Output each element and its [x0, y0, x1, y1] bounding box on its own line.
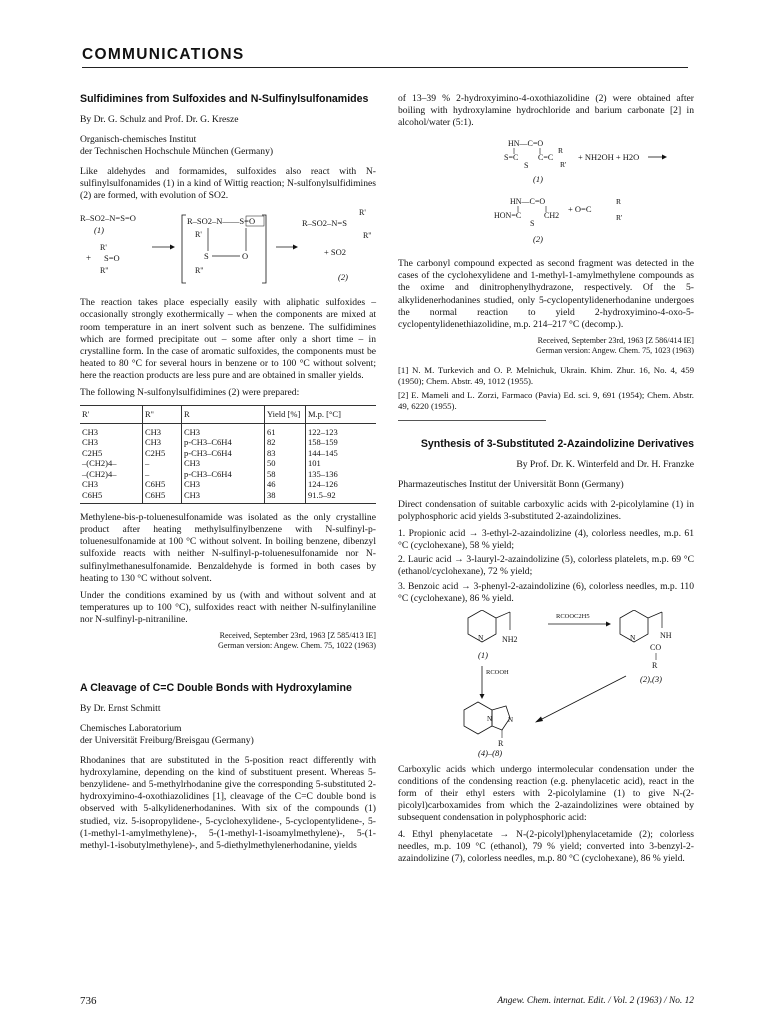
paragraph: The reaction takes place especially easily with aliphatic sulfoxides – occasionally strongly exothermically – when the components are mixed at room temperature in an inert solvent such as benzene. The sulfidimines which are formed precipitate out – some after only a short time – in crystalline form. In the case of aromatic sulfoxides, the components must be heated to 80 °C for several hours in benzene or to 100 °C without solvent; here the reaction products are less pure and are obtained in smaller yields. — [80, 297, 376, 381]
scheme-atom: R' — [616, 213, 623, 223]
table-cell: CH3 — [182, 490, 265, 504]
table-cell: p-CH3–C6H4 — [182, 437, 265, 448]
table-cell: CH3 — [143, 423, 182, 437]
scheme-reactant: R–SO2–N=S=O — [80, 213, 136, 224]
affiliation-line: der Technischen Hochschule München (Germany) — [80, 146, 274, 158]
scheme-atom: N — [508, 715, 514, 724]
scheme-group: NH — [660, 630, 672, 640]
references — [398, 365, 694, 412]
paragraph: Methylene-bis-p-toluenesulfonamide was isolated as the only crystalline product after heating methylsulfinylbenzene with N-sulfinyl-p-toluenesulfonamide at 100 °C without solvent. In boiling benzene, dibenzyl sulfoxide reacts with neither N-sulfinyl-p-toluenesulfonamide nor N-sulfinylmethanesulfonamide. Benzaldehyde is formed in both cases by heating to 130 °C without solvent. — [80, 512, 376, 584]
scheme-group: R — [652, 660, 658, 670]
table-cell: C6H5 — [80, 490, 143, 504]
scheme-atom: S — [204, 251, 209, 262]
table-cell: –(CH2)4– — [82, 458, 117, 469]
scheme-reagents: + NH2OH + H2O — [578, 152, 640, 163]
received-note — [398, 336, 694, 357]
paragraph: Under the conditions examined by us (with and without solvent and at temperatures up to 100 °C), sulfoxides react with neither N-sulfinylaniline nor N-sulfinyl-p-nitraniline. — [80, 589, 376, 625]
bond-line — [648, 612, 662, 618]
scheme-atom: S=C — [504, 153, 519, 163]
arrow-head — [606, 621, 611, 626]
paragraph: Rhodanines that are substituted in the 5-position react differently with hydroxylamine, depending on the kind of substituent present. Whereas 5-benzylidene- and 5-methylrhodanine give the corresponding 5-substituted 2-hydroxyimino-4-oxothiazolidines [1], cleavage of the C=C double bond is observed with 5-alkylidenerhodanines. With six of the compounds (1) studied, viz. 5-isopropylidene-, 5-cyclohexylidene-, 5-cyclopentylidene-, 5-(1-methyl-1-amylmethylene)-, 5-(1-methyl-1-isoamylmethylene)-, 5-(1-methyl-1-isobutylmethylene)-, and 5-diethylmethylenerhodanine, yields — [80, 755, 376, 851]
article-gap — [80, 660, 376, 682]
table-cell: – — [143, 469, 182, 480]
article-title: Sulfidimines from Sulfoxides and N-Sulfinylsulfonamides — [80, 93, 369, 105]
data-table — [80, 405, 376, 504]
table-cell: 135–136 — [306, 469, 377, 480]
scheme-atom: HON=C — [494, 211, 522, 221]
reaction-scheme — [398, 610, 694, 758]
table-cell: 144–145 — [306, 448, 377, 459]
scheme-atom: HN––C=O — [508, 139, 544, 149]
table-cell: 158–159 — [306, 437, 377, 448]
scheme-substituent: R' — [195, 230, 202, 240]
table-header-row — [80, 406, 376, 424]
compound-label: (2) — [338, 272, 348, 283]
paragraph: The carbonyl compound expected as second fragment was detected in the cases of the cyclohexylidene and 1-methyl-1-amylmethylene compounds as the oxime and dinitrophenylhydrazone, respectively. Of the 5-alkylidenerhodanines studied, only 5-cyclopentylidenerhodanine undergoes the normal reaction to yield 2-hydroxyimino-4-oxo-5-cyclopentylidenethiazolidine, m.p. 214–217 °C (decomp.). — [398, 258, 694, 330]
compound-label: (2) — [533, 234, 543, 245]
table-header: Yield [%] — [265, 406, 306, 424]
received-line: Received, September 23rd, 1963 [Z 585/413 IE] — [219, 630, 376, 640]
table-cell: 58 — [265, 469, 306, 480]
scheme-atom: S — [524, 161, 529, 171]
paragraph: 4. Ethyl phenylacetate → N-(2-picolyl)phenylacetamide (2); colorless needles, m.p. 109 °C (ethanol), 79 % yield; converted into 3-benzyl-2-azaindolizine (7), colorless needles, m.p. 80 °C (cyclohexane), 86 % yield. — [398, 829, 694, 865]
table-cell: – — [143, 458, 182, 469]
paragraph: Like aldehydes and formamides, sulfoxides also react with N-sulfinylsulfonamides (1) in a kind of Wittig reaction; N-sulfonylsulfidimines (2) are formed, with evolution of SO2. — [80, 166, 376, 202]
article-authors: By Prof. Dr. K. Winterfeld and Dr. H. Franzke — [516, 458, 694, 470]
scheme-atom: N — [487, 714, 493, 723]
article-authors: By Dr. Ernst Schmitt — [80, 702, 161, 714]
scheme-substituent: R'' — [363, 231, 372, 241]
table-cell: C6H5 — [143, 490, 182, 504]
scheme-group: R — [498, 738, 504, 748]
compound-label: (2),(3) — [640, 673, 662, 684]
arrow-head — [535, 716, 543, 722]
affiliation-line: Chemisches Laboratorium — [80, 723, 182, 735]
scheme-group: CO — [650, 642, 662, 652]
header-rule — [82, 67, 688, 68]
table-cell: –(CH2)4– — [82, 468, 117, 479]
scheme-group: NH2 — [502, 634, 518, 644]
paragraph: Direct condensation of suitable carboxylic acids with 2-picolylamine (1) in polyphosphoric acid yields 3-substituted 2-azaindolizines. — [398, 498, 694, 523]
paragraph: of 13–39 % 2-hydroxyimino-4-oxothiazolidine (2) were obtained after boiling with hydroxylamine hydrochloride and barium carbonate [2] in alcohol/water (5:1). — [398, 93, 694, 129]
arrow-head — [662, 155, 667, 160]
scheme-reagent: RCOOC2H5 — [556, 612, 590, 620]
reference-item: [1] N. M. Turkevich and O. P. Melnichuk, Ukrain. Khim. Zhur. 16, No. 4, 459 (1950); Chem. Abstr. 49, 1012 (1955). — [398, 364, 694, 386]
table-cell: p-CH3–C6H4 — [182, 448, 265, 459]
reaction-scheme — [80, 207, 376, 291]
affiliation-line: der Universität Freiburg/Breisgau (Germany) — [80, 735, 254, 747]
arrow-head — [293, 245, 298, 250]
table-header: R'' — [143, 406, 182, 424]
received-line: Received, September 23rd, 1963 [Z 586/414 IE] — [537, 335, 694, 345]
scheme-atom: CH2 — [544, 211, 560, 221]
affiliation-line: Organisch-chemisches Institut — [80, 134, 197, 146]
scheme-reagents: + O=C — [568, 204, 592, 215]
compound-label: (1) — [533, 174, 543, 185]
table-cell: 46 — [265, 479, 306, 490]
list-item: 3. Benzoic acid → 3-phenyl-2-azaindolizine (6), colorless needles, m.p. 110 °C (cyclohexane), 86 % yield. — [398, 580, 694, 604]
scheme-substituent: R' — [100, 243, 107, 253]
left-column — [80, 93, 376, 857]
table-cell: 83 — [265, 448, 306, 459]
table-cell: C2H5 — [143, 448, 182, 459]
compound-label: (4)–(8) — [478, 747, 503, 758]
article-affiliation — [80, 723, 376, 747]
table-cell: 61 — [265, 423, 306, 437]
scheme-atom: R — [616, 197, 622, 207]
received-note — [80, 631, 376, 652]
section-title: COMMUNICATIONS — [82, 46, 245, 63]
table-row — [80, 458, 376, 469]
scheme-atom: O — [242, 251, 249, 262]
table-cell: CH3 — [182, 423, 265, 437]
scheme-atom: R' — [560, 160, 567, 170]
page-number: 736 — [80, 995, 97, 1007]
table-cell: C2H5 — [82, 447, 103, 458]
table-cell: CH3 — [82, 426, 99, 437]
table-header: M.p. [°C] — [306, 406, 377, 424]
reaction-scheme — [398, 134, 694, 252]
table-cell: 38 — [265, 490, 306, 504]
table-header: R' — [80, 406, 143, 424]
scheme-atom: N — [630, 632, 636, 642]
paragraph: The following N-sulfonylsulfidimines (2) were prepared: — [80, 387, 300, 399]
table-cell: 122–123 — [306, 423, 377, 437]
article-gap — [398, 430, 694, 438]
table-row — [80, 479, 376, 490]
journal-citation: Angew. Chem. internat. Edit. / Vol. 2 (1963) / No. 12 — [497, 996, 694, 1006]
compound-label: (1) — [94, 225, 104, 236]
scheme-atom: C=C — [538, 153, 554, 163]
list-item: 2. Lauric acid → 3-lauryl-2-azaindolizine (5), colorless platelets, m.p. 69 °C (ethanol/cyclohexane), 72 % yield; — [398, 554, 694, 578]
arrow-head — [480, 694, 485, 699]
list-item: 1. Propionic acid → 3-ethyl-2-azaindolizine (4), colorless needles, m.p. 61 °C (cyclohexane), 58 % yield; — [398, 528, 694, 552]
scheme-substituent: R' — [359, 208, 366, 218]
scheme-reagent: RCOOH — [486, 668, 509, 676]
table-row — [80, 437, 376, 448]
table-cell: CH3 — [182, 479, 265, 490]
scheme-plus: + — [86, 253, 92, 264]
scheme-byproduct: + SO2 — [324, 247, 347, 258]
article-affiliation — [80, 134, 376, 158]
table-row — [80, 448, 376, 459]
article-title: Synthesis of 3-Substituted 2-Azaindolizine Derivatives — [420, 437, 694, 450]
table-row — [80, 469, 376, 480]
table-cell: 91.5–92 — [306, 490, 377, 504]
compound-label: (1) — [478, 649, 488, 660]
article-affiliation: Pharmazeutisches Institut der Universität Bonn (Germany) — [398, 478, 624, 490]
table-cell: p-CH3–C6H4 — [182, 469, 265, 480]
numbered-list — [398, 528, 694, 605]
table-row — [80, 490, 376, 504]
scheme-intermediate: R–SO2–N——S=O — [187, 216, 256, 227]
table-cell: CH3 — [82, 437, 99, 448]
scheme-reactant: S=O — [104, 253, 120, 264]
reaction-arrow — [540, 676, 626, 720]
scheme-substituent: R'' — [195, 266, 204, 276]
right-column — [398, 93, 694, 870]
reference-item: [2] E. Mameli and L. Zorzi, Farmaco (Pavia) Ed. sci. 9, 691 (1954); Chem. Abstr. 49, 6220 (1955). — [398, 389, 694, 411]
table-cell: 124–126 — [306, 479, 377, 490]
table-cell: CH3 — [82, 479, 99, 490]
german-version-line: German version: Angew. Chem. 75, 1023 (1963) — [536, 346, 694, 356]
paragraph: Carboxylic acids which undergo intermolecular condensation under the conditions of the condensing reaction (e.g. phenylacetic acid), react in the form of their ethyl esters with 2-picolylamine (1) to give N-(2-picolyl)carboxamides from which the 2-azaindolizines were obtained by subsequent condensation in polyphosphoric acid: — [398, 763, 694, 824]
scheme-atom: R — [558, 146, 564, 156]
article-authors: By Dr. G. Schulz and Prof. Dr. G. Kresze — [80, 114, 239, 125]
scheme-product: R–SO2–N=S — [302, 218, 347, 229]
table-cell: C6H5 — [143, 479, 182, 490]
section-divider — [398, 420, 546, 421]
table-row — [80, 423, 376, 437]
scheme-atom: HN––C=O — [510, 197, 546, 207]
table-cell: CH3 — [182, 458, 265, 469]
scheme-substituent: R'' — [100, 266, 109, 276]
german-version-line: German version: Angew. Chem. 75, 1022 (1963) — [218, 641, 376, 651]
table-cell: 82 — [265, 437, 306, 448]
arrow-head — [170, 245, 175, 250]
table-cell: 50 — [265, 458, 306, 469]
table-cell: CH3 — [143, 437, 182, 448]
scheme-atom: N — [478, 632, 484, 642]
table-header: R — [182, 406, 265, 424]
bond-line — [496, 612, 510, 618]
bracket-left — [182, 215, 186, 283]
article-title: A Cleavage of C=C Double Bonds with Hydroxylamine — [80, 681, 352, 694]
page-header — [82, 46, 688, 68]
scheme-atom: S — [530, 219, 535, 229]
table-cell: 101 — [306, 458, 377, 469]
